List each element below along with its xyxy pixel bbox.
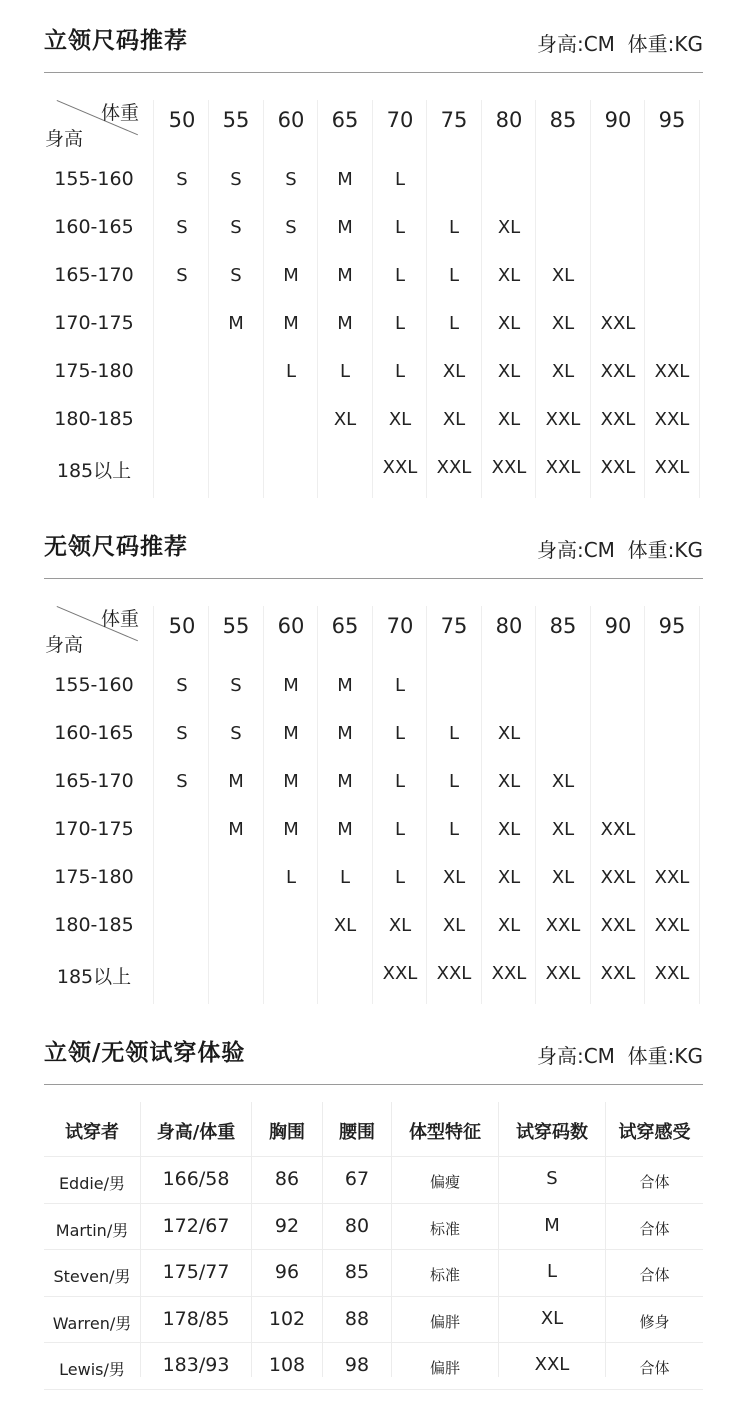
section-divider — [44, 1084, 703, 1085]
column-separator — [535, 606, 536, 1004]
size-cell: L — [394, 217, 406, 238]
column-separator — [699, 606, 700, 1004]
section-divider — [44, 578, 703, 579]
collarless-section — [0, 526, 750, 996]
trial-size: L — [546, 1261, 558, 1282]
trial-size: S — [546, 1168, 558, 1189]
weight-header-95: 95 — [658, 614, 686, 638]
size-cell: L — [285, 867, 297, 888]
size-cell: XXL — [382, 963, 418, 984]
height-range-label: 180-185 — [54, 914, 134, 936]
height-range-label: 180-185 — [54, 408, 134, 430]
column-separator — [208, 606, 209, 1004]
column-separator — [481, 606, 482, 1004]
size-cell: XXL — [600, 963, 636, 984]
trial-size: XXL — [534, 1354, 570, 1375]
body-type: 标准 — [429, 1220, 460, 1238]
weight-header-85: 85 — [549, 614, 577, 638]
size-cell: XL — [442, 867, 466, 888]
weight-header-90: 90 — [604, 108, 632, 132]
size-cell: XXL — [600, 409, 636, 430]
corner-header — [44, 604, 152, 656]
weight-header-60: 60 — [277, 108, 305, 132]
size-cell: XL — [497, 915, 521, 936]
size-cell: L — [394, 169, 406, 190]
size-cell: L — [394, 313, 406, 334]
column-separator — [263, 100, 264, 498]
fit-feeling: 合体 — [639, 1220, 670, 1238]
size-cell: XXL — [491, 963, 527, 984]
height-range-label: 175-180 — [54, 360, 134, 382]
waist: 67 — [344, 1168, 370, 1190]
row-separator — [44, 1156, 703, 1157]
column-separator — [208, 100, 209, 498]
row-separator — [44, 1203, 703, 1204]
chest: 96 — [274, 1261, 300, 1283]
column-header: 试穿感受 — [618, 1122, 691, 1143]
size-cell: XL — [442, 361, 466, 382]
body-type: 偏胖 — [429, 1313, 460, 1331]
trial-size: M — [544, 1215, 560, 1236]
column-separator — [535, 100, 536, 498]
size-cell: M — [283, 819, 299, 840]
size-cell: M — [228, 771, 244, 792]
size-cell: M — [337, 771, 353, 792]
height-range-label: 185以上 — [56, 966, 132, 988]
weight-header-50: 50 — [168, 108, 196, 132]
weight-header-85: 85 — [549, 108, 577, 132]
size-cell: S — [176, 265, 188, 286]
column-separator — [317, 606, 318, 1004]
size-cell: XL — [442, 409, 466, 430]
size-cell: XL — [497, 313, 521, 334]
size-cell: XXL — [600, 361, 636, 382]
body-type: 偏胖 — [429, 1359, 460, 1377]
size-cell: L — [394, 723, 406, 744]
size-cell: S — [230, 675, 242, 696]
size-cell: XXL — [654, 361, 690, 382]
waist: 98 — [344, 1354, 370, 1376]
size-cell: M — [283, 313, 299, 334]
size-cell: XXL — [654, 915, 690, 936]
column-separator — [590, 606, 591, 1004]
column-separator — [263, 606, 264, 1004]
trial-section — [0, 1032, 750, 1392]
height-range-label: 155-160 — [54, 168, 134, 190]
waist: 88 — [344, 1308, 370, 1330]
size-cell: S — [176, 771, 188, 792]
size-cell: XXL — [600, 313, 636, 334]
weight-axis-label: 体重 — [101, 608, 140, 630]
tester-name: Steven/男 — [53, 1267, 131, 1286]
height-weight: 172/67 — [162, 1215, 230, 1237]
chest: 86 — [274, 1168, 300, 1190]
height-weight: 175/77 — [162, 1261, 230, 1283]
size-cell: M — [337, 723, 353, 744]
size-cell: L — [448, 265, 460, 286]
trial-size: XL — [540, 1308, 564, 1329]
size-cell: XL — [497, 723, 521, 744]
height-range-label: 165-170 — [54, 264, 134, 286]
column-header: 试穿者 — [65, 1122, 119, 1143]
column-separator — [481, 100, 482, 498]
size-cell: L — [448, 313, 460, 334]
height-weight: 178/85 — [162, 1308, 230, 1330]
size-cell: XXL — [436, 457, 472, 478]
size-cell: XL — [551, 265, 575, 286]
weight-axis-label: 体重 — [101, 102, 140, 124]
size-cell: L — [285, 361, 297, 382]
size-cell: S — [230, 217, 242, 238]
size-cell: M — [337, 169, 353, 190]
height-range-label: 165-170 — [54, 770, 134, 792]
column-header: 体型特征 — [409, 1122, 481, 1143]
size-cell: XL — [497, 867, 521, 888]
size-cell: S — [230, 265, 242, 286]
size-cell: XL — [442, 915, 466, 936]
weight-header-75: 75 — [440, 108, 468, 132]
column-separator — [426, 606, 427, 1004]
size-cell: M — [283, 723, 299, 744]
size-cell: S — [285, 169, 297, 190]
weight-header-80: 80 — [495, 108, 523, 132]
size-cell: M — [228, 313, 244, 334]
section-title: 立领/无领试穿体验 — [44, 1040, 246, 1066]
size-cell: S — [176, 723, 188, 744]
body-type: 标准 — [429, 1266, 460, 1284]
height-range-label: 170-175 — [54, 818, 134, 840]
column-separator — [372, 606, 373, 1004]
height-range-label: 170-175 — [54, 312, 134, 334]
row-separator — [44, 1249, 703, 1250]
height-range-label: 175-180 — [54, 866, 134, 888]
size-cell: XL — [497, 361, 521, 382]
height-range-label: 185以上 — [56, 460, 132, 482]
weight-header-55: 55 — [222, 614, 250, 638]
height-axis-label: 身高 — [45, 128, 84, 150]
size-cell: XL — [388, 915, 412, 936]
height-range-label: 160-165 — [54, 722, 134, 744]
row-separator — [44, 1296, 703, 1297]
weight-header-50: 50 — [168, 614, 196, 638]
size-cell: L — [394, 867, 406, 888]
weight-header-65: 65 — [331, 108, 359, 132]
size-cell: M — [337, 217, 353, 238]
size-cell: L — [339, 361, 351, 382]
chest: 92 — [274, 1215, 300, 1237]
standing-collar-section — [0, 20, 750, 490]
size-cell: M — [283, 675, 299, 696]
weight-header-90: 90 — [604, 614, 632, 638]
column-separator — [153, 100, 154, 498]
weight-header-75: 75 — [440, 614, 468, 638]
size-cell: XL — [388, 409, 412, 430]
weight-header-95: 95 — [658, 108, 686, 132]
size-cell: M — [283, 771, 299, 792]
size-cell: M — [337, 313, 353, 334]
weight-header-80: 80 — [495, 614, 523, 638]
size-cell: XXL — [654, 409, 690, 430]
units-label: 身高:CM 体重:KG — [536, 1044, 703, 1068]
size-cell: XL — [551, 771, 575, 792]
column-separator — [644, 606, 645, 1004]
size-cell: L — [394, 771, 406, 792]
tester-name: Warren/男 — [52, 1314, 132, 1333]
size-cell: XXL — [545, 409, 581, 430]
size-cell: XXL — [654, 867, 690, 888]
size-cell: S — [285, 217, 297, 238]
fit-feeling: 合体 — [639, 1266, 670, 1284]
weight-header-70: 70 — [386, 614, 414, 638]
weight-header-70: 70 — [386, 108, 414, 132]
height-range-label: 155-160 — [54, 674, 134, 696]
size-cell: XXL — [600, 819, 636, 840]
height-weight: 183/93 — [162, 1354, 230, 1376]
size-cell: M — [337, 265, 353, 286]
size-cell: L — [448, 819, 460, 840]
size-cell: S — [230, 169, 242, 190]
units-label: 身高:CM 体重:KG — [536, 32, 703, 56]
column-separator — [699, 100, 700, 498]
column-separator — [372, 100, 373, 498]
fit-feeling: 修身 — [639, 1313, 670, 1331]
row-separator — [44, 1342, 703, 1343]
size-cell: XL — [551, 313, 575, 334]
row-separator — [44, 1389, 703, 1390]
waist: 85 — [344, 1261, 370, 1283]
fit-feeling: 合体 — [639, 1359, 670, 1377]
column-separator — [590, 100, 591, 498]
size-cell: L — [394, 265, 406, 286]
size-cell: XL — [333, 915, 357, 936]
size-cell: M — [228, 819, 244, 840]
size-cell: XXL — [436, 963, 472, 984]
size-cell: S — [176, 217, 188, 238]
size-cell: L — [394, 819, 406, 840]
weight-header-65: 65 — [331, 614, 359, 638]
height-range-label: 160-165 — [54, 216, 134, 238]
size-cell: S — [176, 675, 188, 696]
column-header: 试穿码数 — [516, 1122, 588, 1143]
body-type: 偏瘦 — [429, 1173, 460, 1191]
size-cell: S — [230, 723, 242, 744]
size-cell: XXL — [545, 915, 581, 936]
column-header: 身高/体重 — [156, 1122, 236, 1143]
weight-header-55: 55 — [222, 108, 250, 132]
column-header: 胸围 — [269, 1122, 305, 1143]
size-cell: XL — [497, 265, 521, 286]
corner-header — [44, 98, 152, 150]
size-cell: XL — [551, 867, 575, 888]
size-cell: L — [394, 675, 406, 696]
section-divider — [44, 72, 703, 73]
size-cell: XL — [551, 361, 575, 382]
height-axis-label: 身高 — [45, 634, 84, 656]
size-cell: M — [283, 265, 299, 286]
size-cell: L — [448, 217, 460, 238]
size-cell: XXL — [545, 963, 581, 984]
weight-header-60: 60 — [277, 614, 305, 638]
section-title: 无领尺码推荐 — [44, 534, 188, 560]
size-cell: XXL — [382, 457, 418, 478]
size-cell: XL — [497, 771, 521, 792]
section-title: 立领尺码推荐 — [44, 28, 188, 54]
waist: 80 — [344, 1215, 370, 1237]
tester-name: Martin/男 — [55, 1221, 129, 1240]
column-separator — [644, 100, 645, 498]
section-header — [44, 526, 703, 566]
size-cell: L — [448, 771, 460, 792]
size-cell: XXL — [654, 963, 690, 984]
units-label: 身高:CM 体重:KG — [536, 538, 703, 562]
chest: 102 — [268, 1308, 306, 1330]
size-cell: XXL — [491, 457, 527, 478]
size-cell: L — [448, 723, 460, 744]
size-cell: S — [176, 169, 188, 190]
size-cell: XL — [497, 409, 521, 430]
size-cell: XXL — [654, 457, 690, 478]
column-separator — [317, 100, 318, 498]
section-header — [44, 1032, 703, 1072]
size-cell: XL — [497, 819, 521, 840]
tester-name: Eddie/男 — [58, 1174, 126, 1193]
column-separator — [153, 606, 154, 1004]
size-cell: M — [337, 819, 353, 840]
size-cell: XL — [497, 217, 521, 238]
height-weight: 166/58 — [162, 1168, 230, 1190]
size-cell: M — [337, 675, 353, 696]
size-cell: L — [339, 867, 351, 888]
column-header: 腰围 — [339, 1122, 375, 1143]
column-separator — [426, 100, 427, 498]
chest: 108 — [268, 1354, 306, 1376]
size-cell: XL — [551, 819, 575, 840]
size-cell: XXL — [600, 915, 636, 936]
fit-feeling: 合体 — [639, 1173, 670, 1191]
size-cell: XXL — [600, 457, 636, 478]
section-header — [44, 20, 703, 60]
size-cell: XXL — [545, 457, 581, 478]
size-cell: XXL — [600, 867, 636, 888]
size-cell: L — [394, 361, 406, 382]
size-cell: XL — [333, 409, 357, 430]
tester-name: Lewis/男 — [59, 1360, 125, 1379]
